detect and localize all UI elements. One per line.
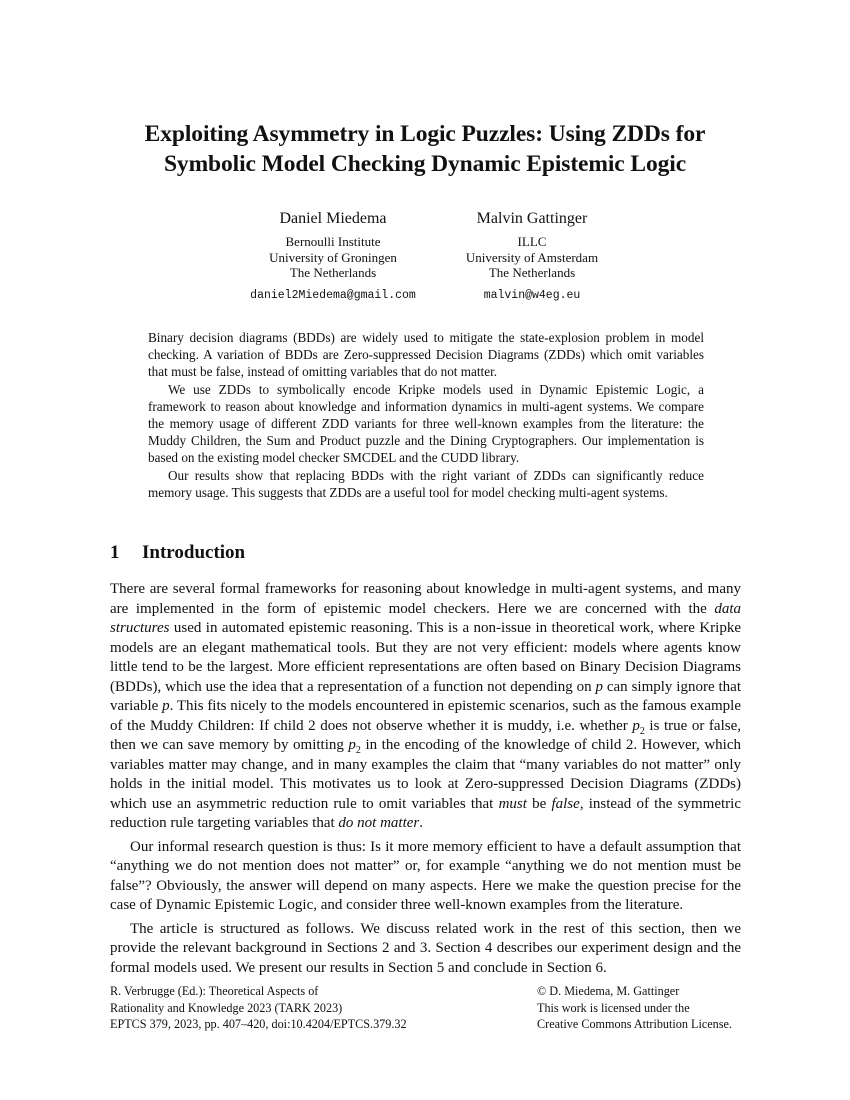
math-variable: p [595, 678, 603, 695]
author-block-2 [417, 209, 647, 303]
text-run: . [419, 815, 423, 831]
footer-citation [110, 983, 470, 1033]
emphasis: false [551, 795, 580, 812]
body-paragraph [110, 580, 741, 834]
author-affiliation-line: Bernoulli Institute [285, 234, 381, 249]
abstract-paragraph: Our results show that replacing BDDs with the right variant of ZDDs can significantly reduce memory usage. This suggests that ZDDs are a useful tool for model checking multi-agent systems. [148, 467, 704, 500]
abstract-paragraph: Binary decision diagrams (BDDs) are widely used to mitigate the state-explosion problem in model checking. A variation of BDDs are Zero-suppressed Decision Diagrams (ZDDs) which omit variables that must be false, instead of omitting variables that do not matter. [148, 330, 704, 380]
footer-line: R. Verbrugge (Ed.): Theoretical Aspects of [110, 984, 319, 998]
abstract-paragraph: We use ZDDs to symbolically encode Kripke models used in Dynamic Epistemic Logic, a framework to reason about knowledge and information dynamics in multi-agent systems. We compare the memory usage of different ZDD variants for three well-known examples from the literature: the Muddy Children, the Sum and Product puzzle and the Dining Cryptographers. Our implementation is based on the existing model checker SMCDEL and the CUDD library. [148, 381, 704, 466]
body-text [110, 580, 741, 978]
paper-title [60, 119, 790, 179]
author-affiliation-line: The Netherlands [289, 265, 377, 280]
body-paragraph: The article is structured as follows. We discuss related work in the rest of this section, then we provide the relevant background in Sections 2 and 3. Section 4 describes our experiment design and the formal models used. We present our results in Section 5 and conclude in Section 6. [110, 920, 741, 976]
author-affiliation-line: ILLC [517, 234, 547, 249]
emphasis: must [498, 795, 527, 812]
author-affiliation-line: The Netherlands [488, 265, 576, 280]
author-affiliation-line: University of Amsterdam [465, 249, 599, 265]
math-variable: p [348, 737, 356, 753]
text-run: There are several formal frameworks for reasoning about knowledge in multi-agent systems, and many are implemented in the form of epistemic model checkers. Here we are concerned with the [110, 581, 741, 617]
math-variable: p [632, 717, 640, 734]
math-subscript: 2 [355, 745, 361, 756]
text-run: . This fits nicely to the models encountered in epistemic scenarios, such as the famous example of the Muddy Children: If child 2 does not observe whether it is muddy, i.e. whether [110, 698, 741, 734]
footer-line: Rationality and Knowledge 2023 (TARK 2023) [110, 1000, 343, 1015]
footer-line: © D. Miedema, M. Gattinger [537, 984, 680, 998]
text-run: in the encoding of the knowledge of child 2. However, which variables matter may change, and in many examples the claim that “many variables do not matter” only holds in the initial model. This motivates us to look at Zero-suppressed Decision Diagrams (ZDDs) which use an asymmetric reduction rule to omit variables that [110, 737, 741, 812]
title-line-1: Exploiting Asymmetry in Logic Puzzles: Using ZDDs for [144, 121, 706, 147]
math-variable: p [162, 698, 170, 714]
section-number: 1 [110, 542, 120, 563]
section-title-text: Introduction [142, 542, 246, 563]
author-name: Daniel Miedema [279, 210, 387, 227]
text-run: used in automated epistemic reasoning. This is a non-issue in theoretical work, where Kripke models are an elegant mathematical tools. But they are not very efficient: models where agents know little tend to be the largest. More efficient representations are often based on Binary Decision Diagrams (BDDs), which use the idea that a representation of a function not depending on [110, 620, 741, 695]
footer-line: Creative Commons Attribution License. [537, 1017, 732, 1031]
body-paragraph: Our informal research question is thus: Is it more memory efficient to have a default assumption that “anything we do not mention does not matter” or, for example “anything we do not mention must be false”? Obviously, the answer will depend on many aspects. Here we make the question precise for the case of Dynamic Epistemic Logic, and consider three well-known examples from the literature. [110, 838, 741, 913]
abstract [148, 329, 704, 501]
author-affiliation-line: University of Groningen [269, 249, 397, 265]
author-email: malvin@w4eg.eu [483, 288, 581, 302]
author-email: daniel2Miedema@gmail.com [250, 288, 416, 302]
text-run: is true or false, then we can save memory by omitting [110, 717, 741, 753]
emphasis: data structures [110, 600, 741, 636]
text-run: can simply ignore that variable [110, 678, 741, 714]
author-name: Malvin Gattinger [476, 210, 588, 227]
section-heading [110, 541, 245, 565]
emphasis: do not matter [338, 815, 420, 831]
math-subscript: 2 [639, 725, 645, 737]
text-run: , instead of the symmetric reduction rule targeting variables that [110, 795, 741, 831]
author-block-1 [218, 209, 448, 303]
footer-line: This work is licensed under the [537, 1000, 690, 1015]
title-line-2: Symbolic Model Checking Dynamic Epistemic Logic [163, 151, 687, 177]
footer-license [537, 983, 757, 1033]
text-run: be [526, 795, 552, 812]
footer-line: EPTCS 379, 2023, pp. 407–420, doi:10.4204/EPTCS.379.32 [110, 1017, 407, 1031]
